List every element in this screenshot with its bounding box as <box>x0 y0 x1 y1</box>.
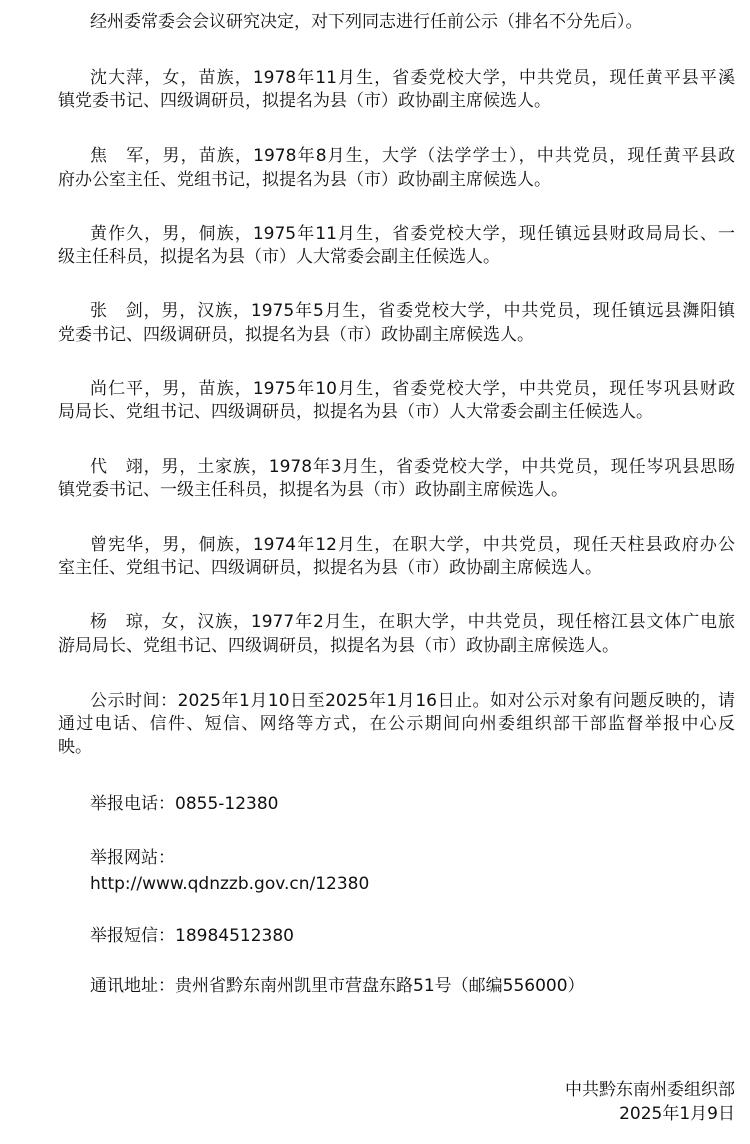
candidate-paragraph-line: 室主任、党组书记、四级调研员，拟提名为县（市）政协副主席候选人。 <box>58 558 602 578</box>
candidate-paragraph-line: 府办公室主任、党组书记，拟提名为县（市）政协副主席候选人。 <box>58 170 551 190</box>
notice-line: 通过电话、信件、短信、网络等方式，在公示期间向州委组织部干部监督举报中心反 <box>58 714 735 734</box>
signature-date: 2025年1月9日 <box>619 1104 735 1124</box>
candidate-paragraph-line: 黄作久，男，侗族，1975年11月生，省委党校大学，现任镇远县财政局局长、一 <box>90 224 735 244</box>
intro-line: 经州委常委会会议研究决定，对下列同志进行任前公示（排名不分先后）。 <box>90 12 643 32</box>
notice-line: 映。 <box>58 737 92 757</box>
candidate-paragraph-line: 党委书记、四级调研员，拟提名为县（市）政协副主席候选人。 <box>58 325 534 345</box>
candidate-paragraph-line: 张 剑，男，汉族，1975年5月生，省委党校大学，中共党员，现任镇远县㵲阳镇 <box>90 301 735 321</box>
report-sms: 举报短信：18984512380 <box>90 926 294 946</box>
candidate-paragraph-line: 曾宪华，男，侗族，1974年12月生，在职大学，中共党员，现任天柱县政府办公 <box>90 535 735 555</box>
candidate-paragraph-line: 尚仁平，男，苗族，1975年10月生，省委党校大学，中共党员，现任岑巩县财政 <box>90 379 735 399</box>
candidate-paragraph-line: 沈大萍，女，苗族，1978年11月生，省委党校大学，中共党员，现任黄平县平溪 <box>90 68 735 88</box>
candidate-paragraph-line: 杨 琼，女，汉族，1977年2月生，在职大学，中共党员，现任榕江县文体广电旅 <box>90 612 735 632</box>
report-website-label: 举报网站： <box>90 848 175 868</box>
report-phone: 举报电话：0855-12380 <box>90 794 279 814</box>
candidate-paragraph-line: 焦 军，男，苗族，1978年8月生，大学（法学学士），中共党员，现任黄平县政 <box>90 146 735 166</box>
candidate-paragraph-line: 级主任科员，拟提名为县（市）人大常委会副主任候选人。 <box>58 247 500 267</box>
report-website-link[interactable]: http://www.qdnzzb.gov.cn/12380 <box>90 874 370 894</box>
candidate-paragraph-line: 代 翊，男，土家族，1978年3月生，省委党校大学，中共党员，现任岑巩县思旸 <box>90 457 735 477</box>
candidate-paragraph-line: 镇党委书记、一级主任科员，拟提名为县（市）政协副主席候选人。 <box>58 480 568 500</box>
mailing-address: 通讯地址：贵州省黔东南州凯里市营盘东路51号（邮编556000） <box>90 976 585 996</box>
candidate-paragraph-line: 局局长、党组书记、四级调研员，拟提名为县（市）人大常委会副主任候选人。 <box>58 402 653 422</box>
candidate-paragraph-line: 镇党委书记、四级调研员，拟提名为县（市）政协副主席候选人。 <box>58 91 551 111</box>
notice-line: 公示时间：2025年1月10日至2025年1月16日止。如对公示对象有问题反映的，请 <box>90 691 735 711</box>
candidate-paragraph-line: 游局局长、党组书记、四级调研员，拟提名为县（市）政协副主席候选人。 <box>58 636 619 656</box>
signature-org: 中共黔东南州委组织部 <box>565 1080 735 1100</box>
